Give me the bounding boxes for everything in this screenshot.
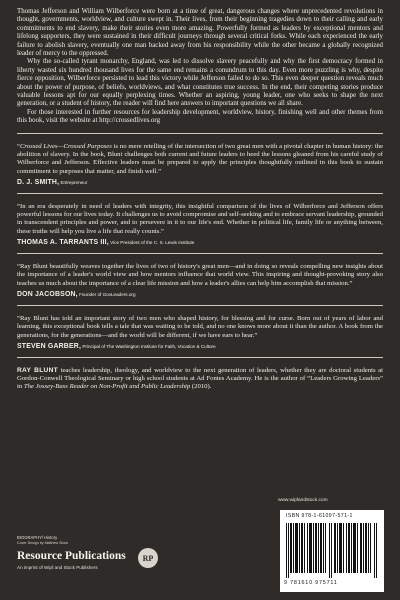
publisher-logo-text: Resource Publications [17, 550, 126, 562]
cover-design-credit: Cover Design by Matthew Stock [17, 541, 69, 545]
endorsement-quote: “Ray Blunt has told an important story of two men who shaped history, for blessing and for curse. Born out of years of labor and learning, this exceptional book tells a tale that was waiting to be told, and no one knows more about it than the author. A book from the generations, for the generations—and the world will be different, if we have ears to hear.” [17, 314, 383, 339]
book-title: Crossed Lives—Crossed Purposes [19, 142, 112, 150]
endorser [17, 291, 383, 298]
barcode-icon [286, 523, 378, 578]
endorsement-quote: “Ray Blunt beautifully weaves together the lives of two of history's great men—and in doing so reveals compelling new insights about the importance of a leader's world view and how mentors influence that world view. This inspiring and thought-provoking story also teaches us much about the importance of a clear life mission and how a leader's allies can help him accomplish that mission.” [17, 263, 383, 287]
endorser-title: Entrepreneur [59, 179, 88, 185]
endorser-title: Vice President of the C. S. Lewis Institute [108, 240, 195, 246]
endorsement [17, 315, 383, 350]
synopsis-paragraph: Thomas Jefferson and William Wilberforce were born at a time of great, dangerous changes where unprecedented revolutions in thought, governments, worldview, and culture swept in. Their lives, from their beginning tragedies down to their calling and early commitments to end slavery, make their stories even more amazing. Powerfully formed as leaders by exceptional mentors and lifelong supporters, they were sustained in their difficult journeys through several critical forks. While each experienced the early failure to abolish slavery, eventually one man backed away from his responsibility while the other became a globally recognized leader of mercy to the oppressed. [17, 8, 383, 58]
publisher-website: www.wipfandstock.com [278, 498, 328, 503]
endorser [17, 239, 383, 246]
endorser-title: Founder of GovLeaders.org [77, 291, 136, 297]
synopsis-paragraph: For those interested in further resources for leadership development, worldview, history, finishing well and other themes from this book, visit the website at http://crossedlives.org [17, 108, 383, 125]
endorser-name: DON JACOBSON, [17, 290, 78, 298]
endorser-name: D. J. SMITH, [17, 178, 60, 186]
divider [17, 357, 383, 358]
endorser-name: THOMAS A. TARRANTS III, [17, 239, 109, 247]
synopsis [17, 8, 383, 126]
endorser [17, 179, 383, 186]
divider [17, 193, 383, 194]
barcode [280, 510, 384, 592]
endorser-title: Principal of The Washington Institute for Faith, Vocation & Culture [81, 343, 216, 349]
imprint-line: An imprint of Wipf and Stock Publishers [17, 565, 98, 570]
endorser-name: STEVEN GARBER, [17, 342, 82, 350]
endorsement [17, 263, 383, 298]
divider [17, 253, 383, 254]
endorsement [17, 203, 383, 246]
divider [17, 133, 383, 134]
book-reference: The Jossey-Bass Reader on Non-Profit and Public Leadership [23, 383, 191, 391]
divider [17, 305, 383, 306]
endorser [17, 343, 383, 350]
back-cover-text [17, 8, 383, 392]
synopsis-paragraph: Why the so-called tyrant monarchy, England, was led to dissolve slavery peacefully and why the first democracy formed in liberty wasted six hundred thousand lives for the same end remains a conundrum to this day. Even more puzzling is why, despite fierce opposition, Wilberforce persisted to lead this victory while Jefferson failed to do so. This even deeper question reveals much about the power of purpose, of beliefs, worldviews, and what constitutes true success. In the end, their competing stories produce valuable lessons apt for our equally perplexing times. Whether an aspiring, young leader, one who seeks to shape the next generation, or a student of history, the reader will find here answers to important questions we all share. [17, 58, 383, 108]
endorsement-quote: “In an era desperately in need of leaders with integrity, this insightful comparison of the lives of Wilberforce and Jefferson offers powerful lessons for our lives today. It challenges us to avoid compromise and self-seeking and to embrace servant leadership, grounded in transcendent principles and power, and to persevere in it to our life's end. Whether in political life, family life or anything between, these truths will help you live a life that really counts.” [17, 202, 383, 235]
isbn: ISBN 978-1-61097-571-1 [286, 513, 353, 519]
category-label: BIOGRAPHY/ History [17, 535, 58, 540]
endorsement [17, 143, 383, 186]
author-name: RAY BLUNT [17, 366, 58, 374]
endorsement-quote: “Crossed Lives—Crossed Purposes is no mere retelling of the intersection of two great men with a pivotal chapter in human history: the abolition of slavery. In the book, Blunt challenges both current and future leaders to heed the lessons gleaned from his careful study of Wilberforce and Jefferson. Effective leaders must be prepared to apply the principles thoughtfully outlined in this book to sustain commitment to purposes that matter, and finish well.” [17, 142, 383, 175]
publisher-seal-icon: RP [138, 548, 158, 568]
author-bio: RAY BLUNT teaches leadership, theology, and worldview to the next generation of leaders, whether they are doctoral students at Gordon-Conwell Theological Seminary or high school students at Ad Fontes Academy. He is the author of “Leaders Growing Leaders” in The Jossey-Bass Reader on Non-Profit and Public Leadership (2010). [17, 366, 383, 391]
barcode-number: 9 781610 975711 [284, 580, 338, 586]
